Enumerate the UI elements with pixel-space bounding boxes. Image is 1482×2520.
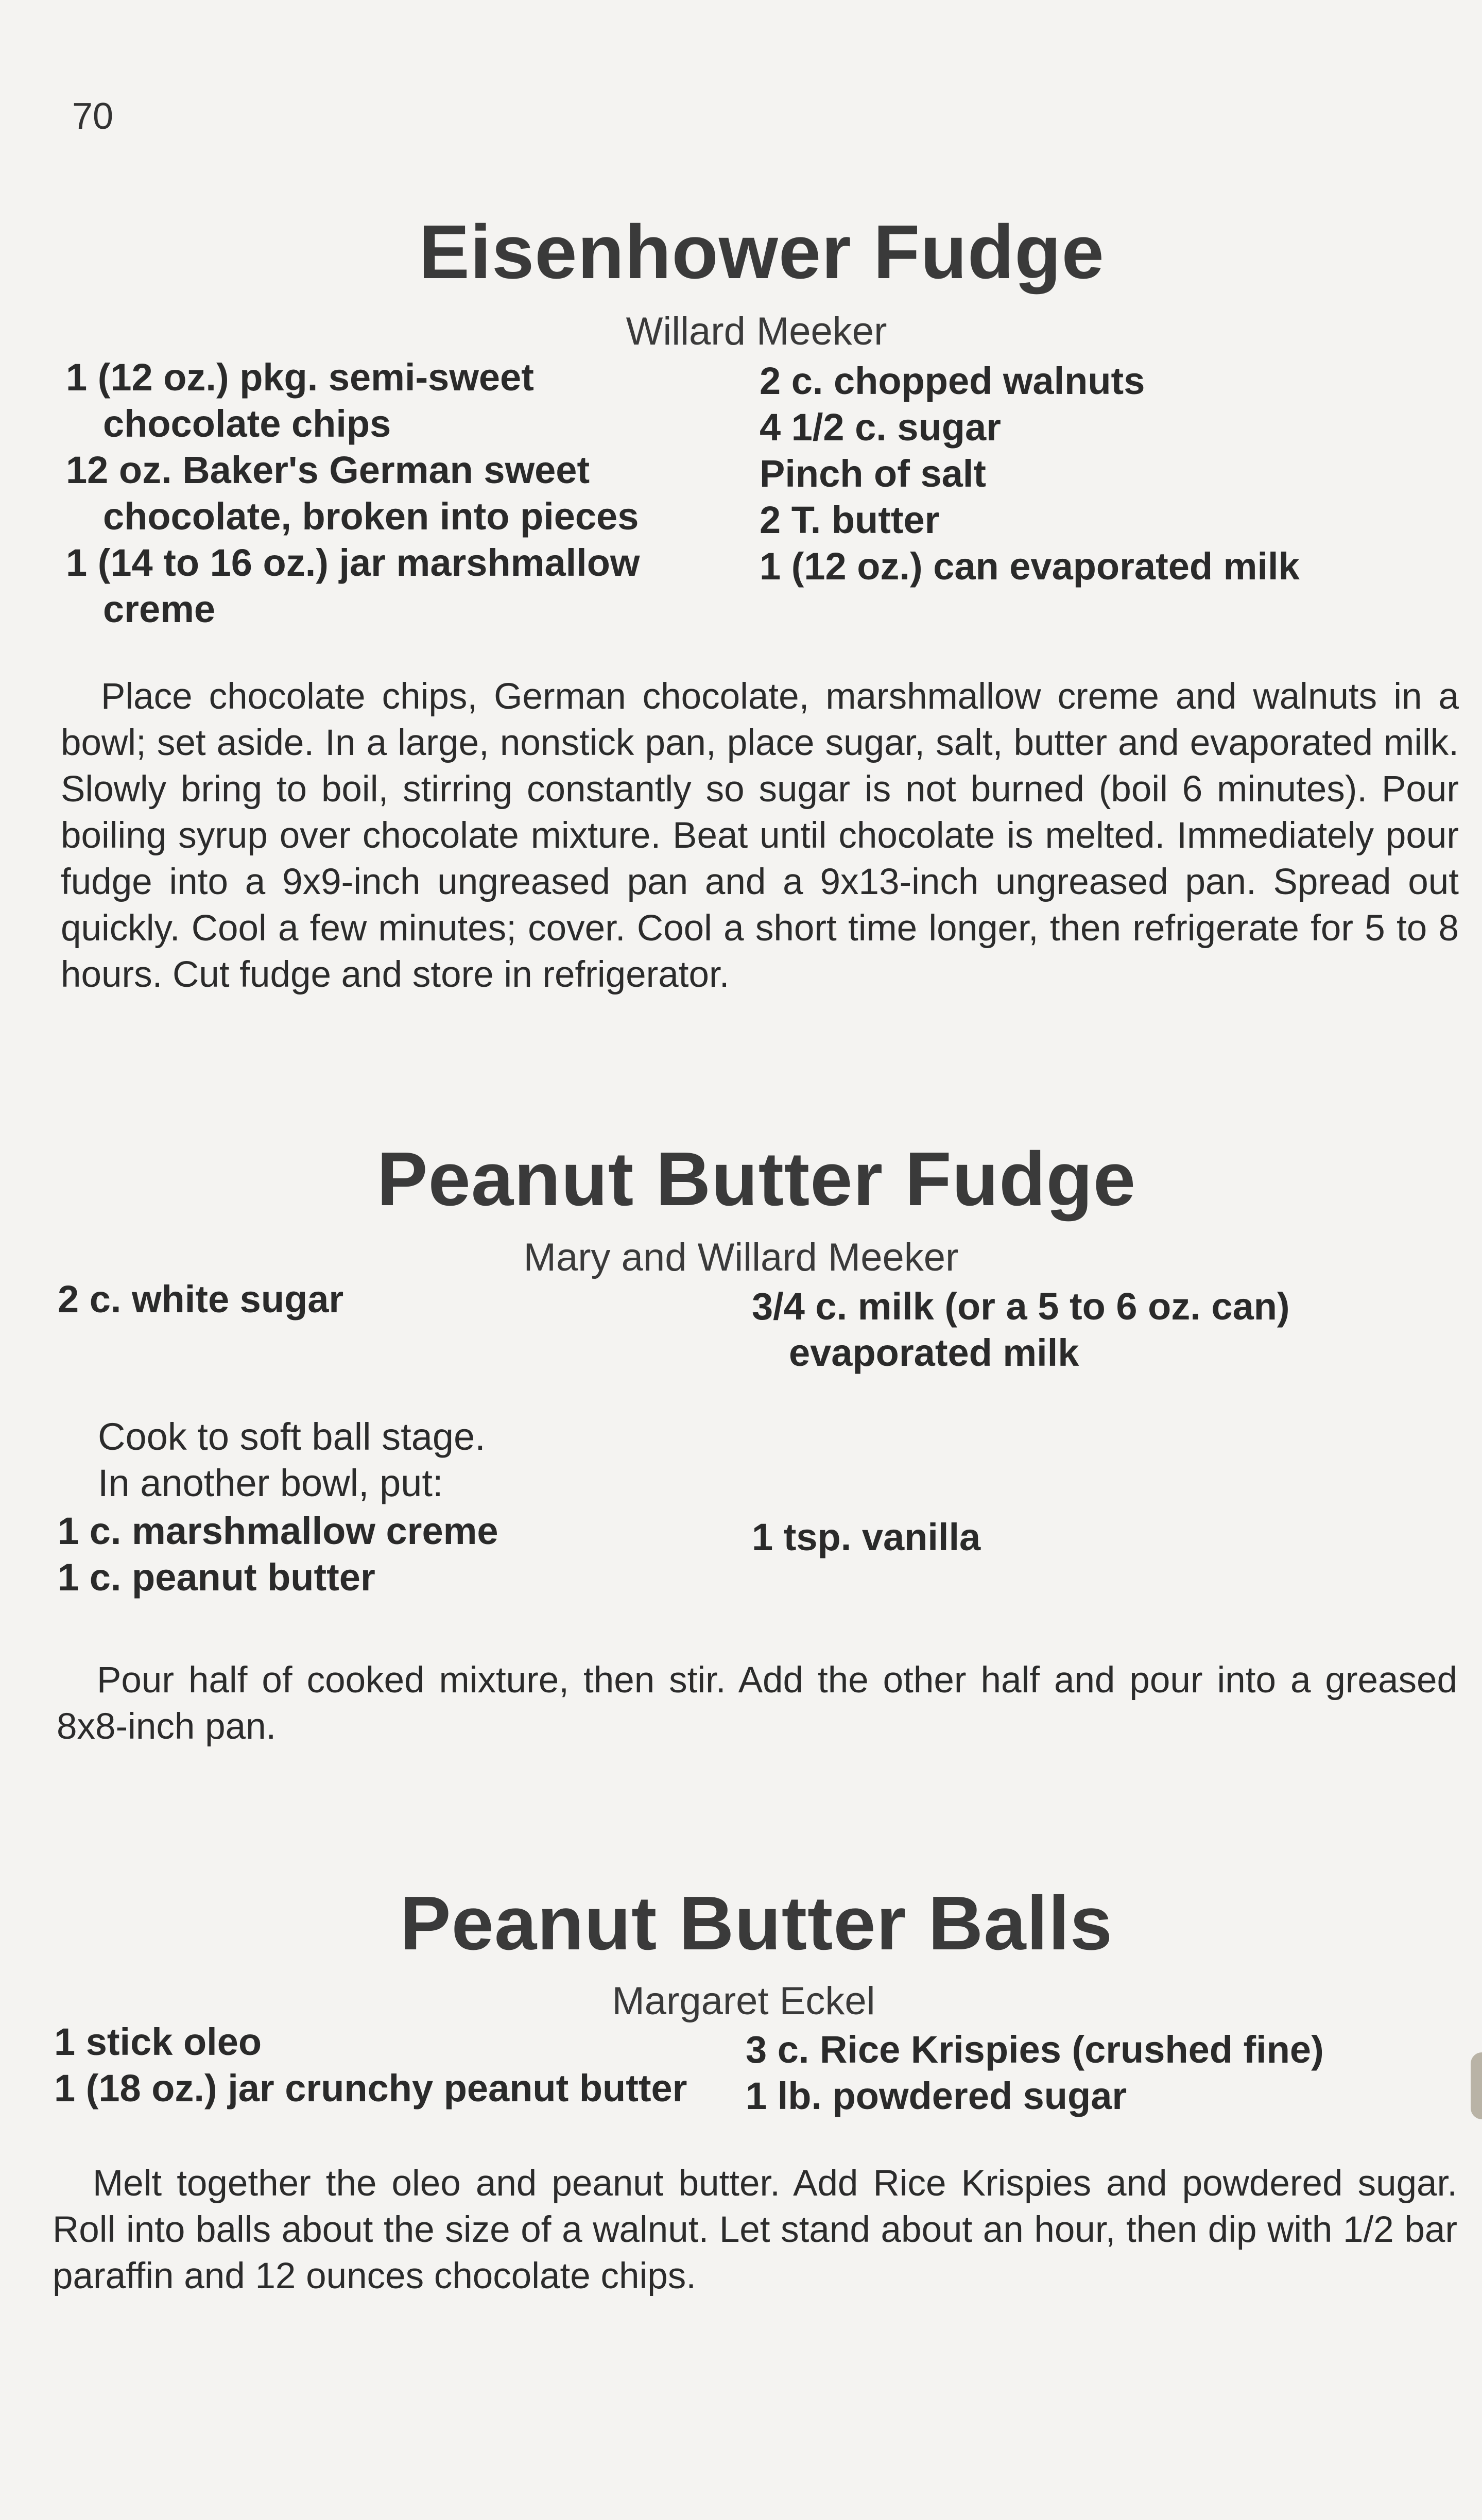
recipe-instructions bbox=[53, 2161, 1457, 2300]
ingredient: 3 c. Rice Krispies (crushed fine) bbox=[746, 2028, 1324, 2071]
recipe-author: Willard Meeker bbox=[626, 310, 887, 353]
ingredient: 1 c. peanut butter bbox=[58, 1556, 375, 1599]
instructions-text: Melt together the oleo and peanut butter. Add Rice Krispies and powdered sugar. Roll into balls about the size of a walnut. Let stand about an hour, then dip with 1/2 bar paraffin and 12 ounces chocolate chips. bbox=[53, 2163, 1457, 2296]
ingredient: 12 oz. Baker's German sweet bbox=[66, 449, 590, 491]
recipe-author: Margaret Eckel bbox=[612, 1979, 875, 2023]
ingredient: 2 T. butter bbox=[760, 499, 940, 541]
ingredient: Pinch of salt bbox=[760, 452, 986, 495]
ingredient: 4 1/2 c. sugar bbox=[760, 406, 1001, 449]
recipe-instructions bbox=[57, 1657, 1457, 1750]
page-number: 70 bbox=[72, 96, 114, 137]
ingredient-continuation: chocolate chips bbox=[103, 402, 391, 445]
recipe-step: Cook to soft ball stage. bbox=[98, 1415, 486, 1458]
ingredient: 1 (12 oz.) pkg. semi-sweet bbox=[66, 356, 534, 399]
ingredient: 1 (18 oz.) jar crunchy peanut butter bbox=[54, 2067, 687, 2110]
ingredient: 1 tsp. vanilla bbox=[752, 1516, 981, 1558]
recipe-step: In another bowl, put: bbox=[98, 1462, 443, 1504]
ingredient: 3/4 c. milk (or a 5 to 6 oz. can) bbox=[752, 1285, 1290, 1328]
ingredient: 2 c. chopped walnuts bbox=[760, 359, 1145, 402]
ingredient: 1 (12 oz.) can evaporated milk bbox=[760, 545, 1300, 588]
recipe-title: Peanut Butter Fudge bbox=[376, 1137, 1136, 1222]
ingredient: 1 stick oleo bbox=[54, 2020, 262, 2063]
ingredient-continuation: chocolate, broken into pieces bbox=[103, 495, 639, 538]
ingredient-right bbox=[752, 1283, 1290, 1376]
ingredient-continuation: creme bbox=[103, 588, 216, 630]
ingredient-continuation: evaporated milk bbox=[789, 1331, 1079, 1374]
recipe-author: Mary and Willard Meeker bbox=[523, 1236, 959, 1279]
ingredient: 1 c. marshmallow creme bbox=[58, 1510, 498, 1552]
ingredient: 1 lb. powdered sugar bbox=[746, 2075, 1127, 2117]
ingredient: 1 (14 to 16 oz.) jar marshmallow bbox=[66, 541, 640, 584]
ingredients-right bbox=[760, 358, 1300, 590]
ingredients-left bbox=[54, 2019, 687, 2112]
ingredients-left bbox=[66, 354, 640, 632]
ingredient-right bbox=[752, 1514, 980, 1561]
instructions-text: Place chocolate chips, German chocolate, marshmallow creme and walnuts in a bowl; set aside. In a large, nonstick pan, place sugar, salt, butter and evaporated milk. Slowly bring to boil, stirring constantly so sugar is not burned (boil 6 minutes). Pour boiling syrup over chocolate mixture. Beat until chocolate is melted. Immediately pour fudge into a 9x9-inch ungreased pan and a 9x13-inch ungreased pan. Spread out quickly. Cool a few minutes; cover. Cool a short time longer, then refrigerate for 5 to 8 hours. Cut fudge and store in refrigerator. bbox=[61, 676, 1459, 995]
ingredients-right bbox=[746, 2027, 1324, 2119]
page-edge-tab bbox=[1471, 2052, 1482, 2119]
ingredient: 2 c. white sugar bbox=[58, 1278, 344, 1321]
instructions-text: Pour half of cooked mixture, then stir. Add the other half and pour into a greased 8x8-inch pan. bbox=[57, 1660, 1457, 1747]
ingredient-left bbox=[58, 1276, 343, 1323]
ingredients-left bbox=[58, 1508, 498, 1601]
recipe-title: Peanut Butter Balls bbox=[400, 1881, 1113, 1966]
recipe-instructions bbox=[61, 674, 1459, 998]
recipe-title: Eisenhower Fudge bbox=[419, 210, 1105, 295]
